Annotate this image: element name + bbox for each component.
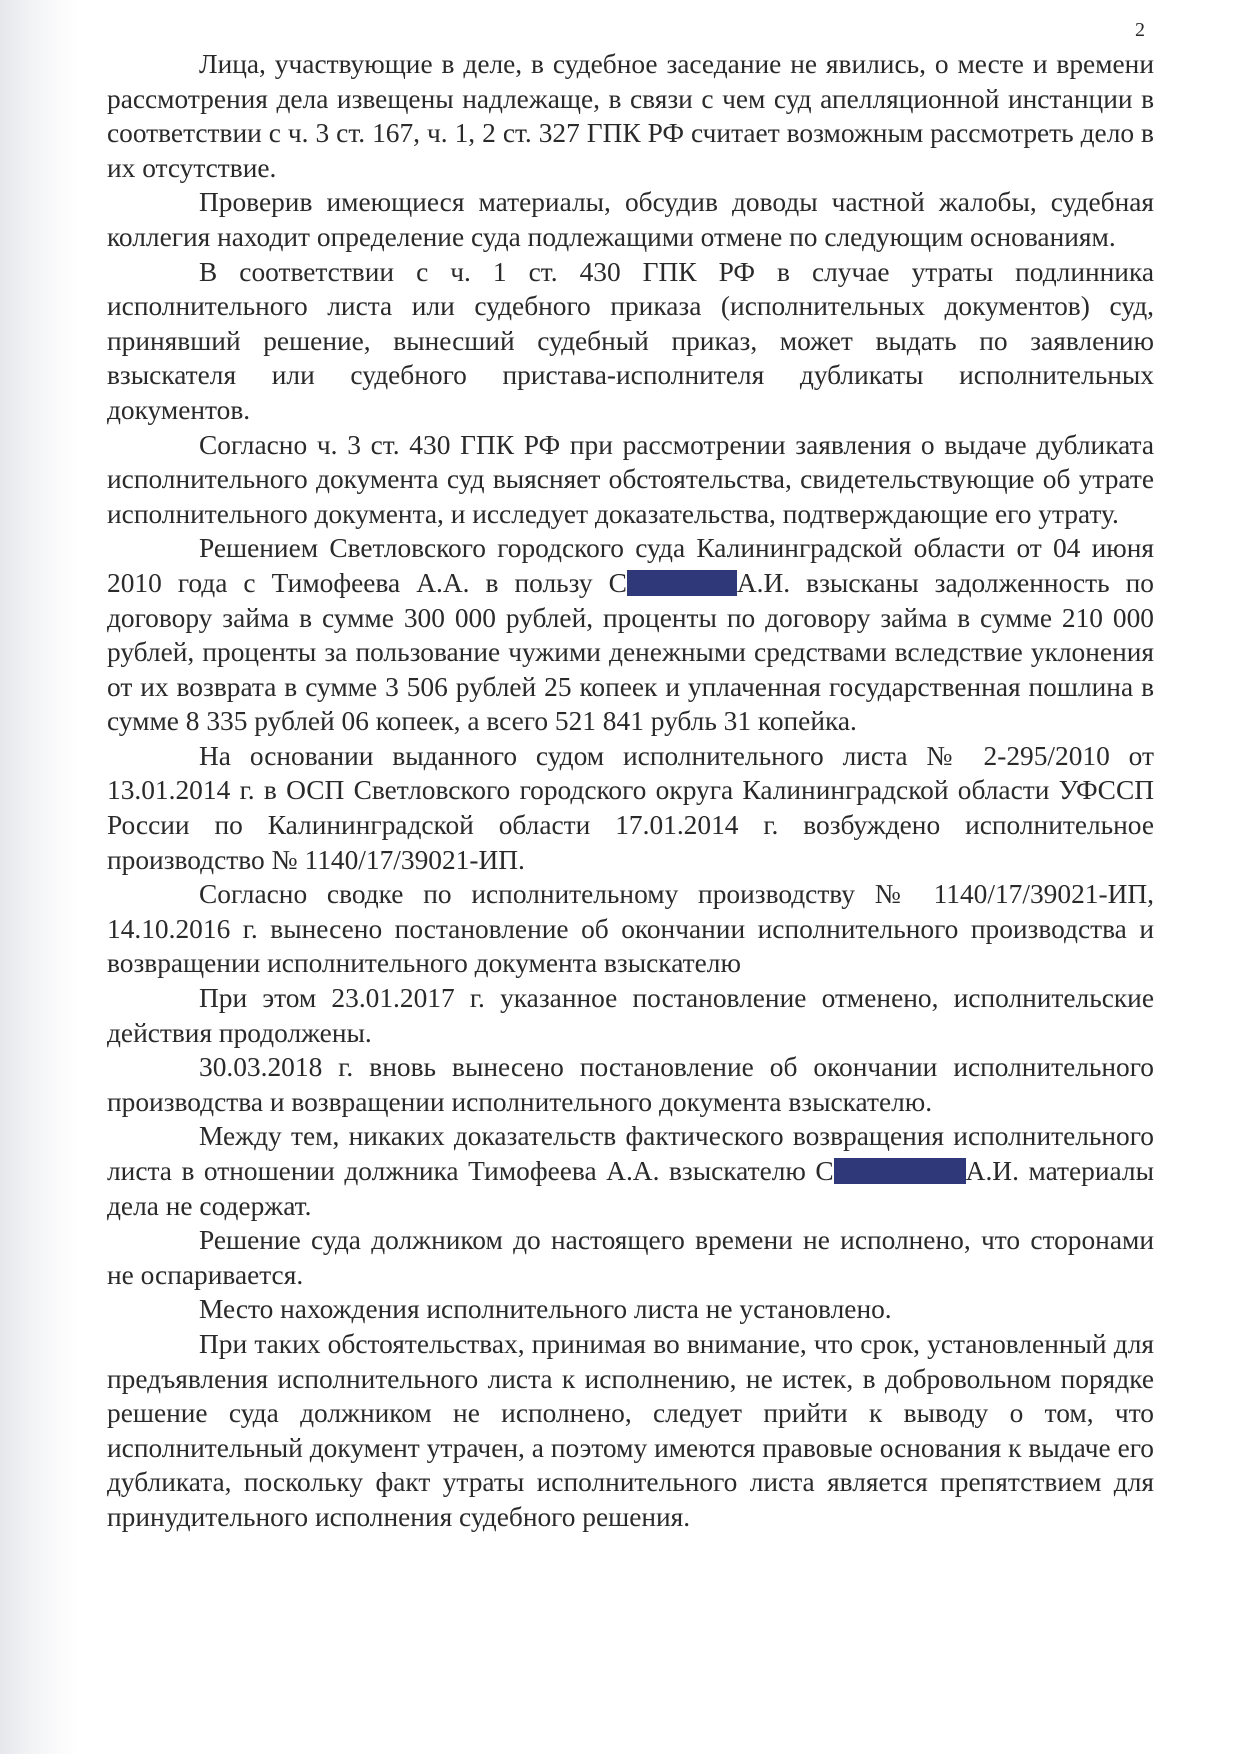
- paragraph-location-unknown: Место нахождения исполнительного листа не установлено.: [199, 1294, 892, 1325]
- paragraph-decision-not-executed: Решение суда должником до настоящего времени не исполнено, что сторонами не оспаривается.: [107, 1225, 1154, 1290]
- paragraph-no-evidence-text-end: А.И. материалы дела не содержат.: [107, 1156, 1155, 1221]
- paragraph-enforcement-ended-2018: 30.03.2018 г. вновь вынесено постановление об окончании исполнительного производства и возвращении исполнительного документа взыскателю.: [107, 1052, 1154, 1117]
- paragraph-resolution-cancelled: При этом 23.01.2017 г. указанное постановление отменено, исполнительские действия продолжены.: [107, 983, 1154, 1048]
- paragraph-enforcement-ended-2016: Согласно сводке по исполнительному производству № 1140/17/39021-ИП, 14.10.2016 г. вынесено постановление об окончании исполнительного производства и возвращении исполнительного документа взыскателю: [107, 879, 1154, 979]
- redacted-surname-block: [627, 570, 737, 596]
- paragraph-review-findings: Проверив имеющиеся материалы, обсудив доводы частной жалобы, судебная коллегия находит определение суда подлежащими отмене по следующим основаниям.: [107, 187, 1154, 252]
- paragraph-court-decision: [107, 531, 1154, 739]
- paragraph-parties-absent: Лица, участвующие в деле, в судебное заседание не явились, о месте и времени рассмотрения дела извещены надлежаще, в связи с чем суд апелляционной инстанции в соответствии с ч. 3 ст. 167, ч. 1, 2 ст. 327 ГПК РФ считает возможным рассмотреть дело в их отсутствие.: [107, 49, 1154, 183]
- paragraph-no-evidence-returned: [107, 1119, 1154, 1223]
- redacted-surname-block: [834, 1158, 966, 1184]
- paragraph-conclusion: При таких обстоятельствах, принимая во внимание, что срок, установленный для предъявления исполнительного листа к исполнению, не истек, в добровольном порядке решение суда должником не исполнено, следует прийти к выводу о том, что исполнительный документ утрачен, а поэтому имеются правовые основания к выдаче его дубликата, поскольку факт утраты исполнительного листа является препятствием для принудительного исполнения судебного решения.: [107, 1328, 1154, 1532]
- paragraph-court-decision-text-start: Решением Светловского городского суда Калининградской области от 04 июня 2010 года с Тимофеева А.А. в пользу С: [107, 533, 1154, 598]
- paragraph-enforcement-initiated: На основании выданного судом исполнительного листа № 2-295/2010 от 13.01.2014 г. в ОСП Светловского городского округа Калининградской области УФССП России по Калининградской области 17.01.2014 г. возбуждено исполнительное производство № 1140/17/39021-ИП.: [107, 740, 1154, 875]
- page-number: 2: [1135, 19, 1145, 41]
- paragraph-no-evidence-text-start: Между тем, никаких доказательств фактического возвращения исполнительного листа в отношении должника Тимофеева А.А. взыскателю С: [107, 1121, 1154, 1186]
- paragraph-article-430-part-1: В соответствии с ч. 1 ст. 430 ГПК РФ в случае утраты подлинника исполнительного листа или судебного приказа (исполнительных документов) суд, принявший решение, вынесший судебный приказ, может выдать по заявлению взыскателя или судебного пристава-исполнителя дубликаты исполнительных документов.: [107, 256, 1154, 425]
- paragraph-article-430-part-3: Согласно ч. 3 ст. 430 ГПК РФ при рассмотрении заявления о выдаче дубликата исполнительного документа суд выясняет обстоятельства, свидетельствующие об утрате исполнительного документа, и исследует доказательства, подтверждающие его утрату.: [107, 429, 1154, 529]
- document-body: [107, 47, 1154, 1535]
- paragraph-court-decision-text-end: А.И. взысканы задолженность по договору займа в сумме 300 000 рублей, проценты по договору займа в сумме 210 000 рублей, проценты за пользование чужими денежными средствами вследствие уклонения от их возврата в сумме 3 506 рублей 25 копеек и уплаченная государственная пошлина в сумме 8 335 рублей 06 копеек, а всего 521 841 рубль 31 копейка.: [107, 567, 1154, 737]
